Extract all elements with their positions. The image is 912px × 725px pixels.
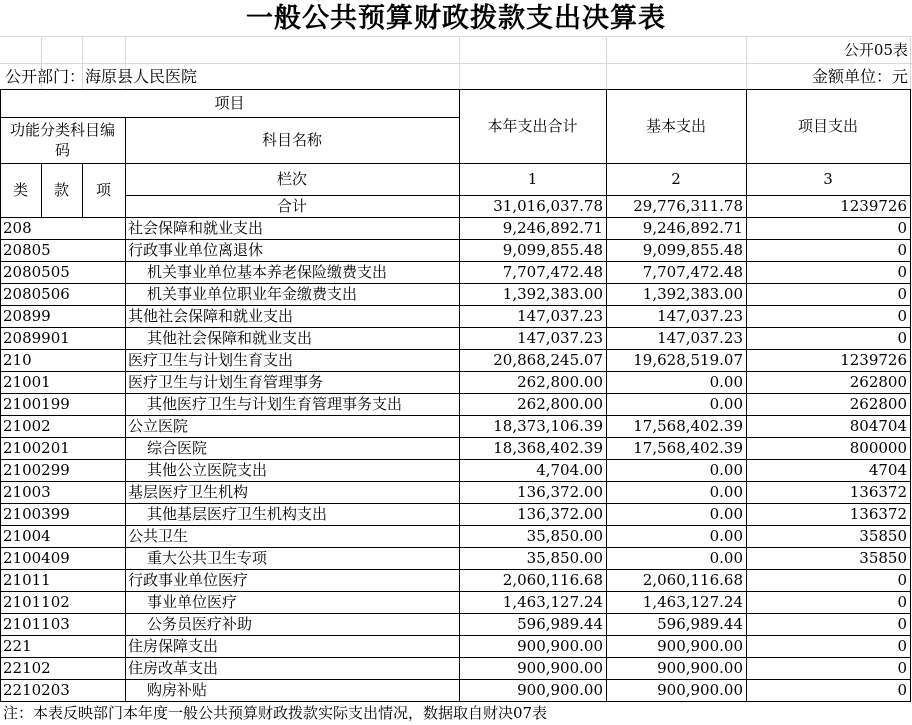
row-basic: 0.00 — [709, 373, 743, 391]
row-total: 596,989.44 — [517, 615, 603, 633]
row-name: 机关事业单位职业年金缴费支出 — [147, 285, 358, 303]
row-basic: 1,392,383.00 — [642, 285, 743, 303]
totals-total: 31,016,037.78 — [493, 196, 603, 215]
row-project: 0 — [897, 659, 907, 677]
row-project: 0 — [897, 263, 907, 281]
row-total: 18,373,106.39 — [493, 417, 603, 435]
row-code: 2210203 — [3, 681, 70, 699]
row-basic: 9,246,892.71 — [642, 219, 743, 237]
row-project: 136372 — [849, 483, 907, 501]
row-total: 9,246,892.71 — [502, 219, 603, 237]
row-total: 9,099,855.48 — [502, 241, 603, 259]
row-total: 35,850.00 — [526, 527, 603, 545]
row-name: 事业单位医疗 — [147, 593, 238, 611]
row-code: 221 — [3, 637, 32, 655]
header-subject-name: 科目名称 — [261, 130, 322, 149]
row-code: 2100299 — [3, 461, 70, 479]
row-name: 其他社会保障和就业支出 — [147, 329, 313, 347]
row-total: 136,372.00 — [517, 505, 603, 523]
row-total: 18,368,402.39 — [493, 439, 603, 457]
header-total: 本年支出合计 — [487, 117, 578, 135]
row-project: 0 — [897, 241, 907, 259]
row-name: 公立医院 — [128, 417, 189, 435]
row-code: 20899 — [3, 307, 51, 325]
unit-label: 金额单位：元 — [811, 66, 908, 86]
header-project: 项目 — [214, 94, 245, 112]
row-project: 0 — [897, 593, 907, 611]
row-basic: 147,037.23 — [657, 307, 743, 325]
row-project: 0 — [897, 285, 907, 303]
row-basic: 17,568,402.39 — [633, 439, 743, 457]
department-label: 公开部门：海原县人民医院 — [5, 66, 198, 86]
row-total: 900,900.00 — [517, 659, 603, 677]
row-basic: 900,900.00 — [657, 637, 743, 655]
row-code: 2080505 — [3, 263, 70, 281]
header-xiang: 项 — [95, 180, 111, 199]
row-project: 804704 — [849, 417, 907, 435]
row-code: 210 — [3, 351, 32, 369]
row-total: 1,392,383.00 — [502, 285, 603, 303]
row-basic: 7,707,472.48 — [642, 263, 743, 281]
column-index-2: 2 — [671, 169, 681, 188]
totals-basic: 29,776,311.78 — [633, 196, 743, 215]
row-project: 0 — [897, 329, 907, 347]
row-total: 147,037.23 — [517, 329, 603, 347]
row-code: 21001 — [3, 373, 51, 391]
row-basic: 19,628,519.07 — [633, 351, 743, 369]
row-total: 136,372.00 — [517, 483, 603, 501]
row-project: 0 — [897, 307, 907, 325]
row-project: 800000 — [849, 439, 907, 457]
row-name: 医疗卫生与计划生育支出 — [128, 351, 294, 369]
row-code: 2089901 — [3, 329, 70, 347]
footnote: 注：本表反映部门本年度一般公共预算财政拨款实际支出情况，数据取自财决07表 — [3, 704, 548, 722]
row-name: 公共卫生 — [128, 527, 189, 545]
header-kuan: 款 — [53, 180, 69, 199]
row-basic: 9,099,855.48 — [642, 241, 743, 259]
header-lanci: 栏次 — [276, 169, 307, 188]
header-func-code: 功能分类科目编码 — [9, 121, 115, 159]
row-basic: 0.00 — [709, 483, 743, 501]
totals-label: 合计 — [276, 196, 307, 215]
row-basic: 0.00 — [709, 461, 743, 479]
row-project: 136372 — [849, 505, 907, 523]
row-project: 0 — [897, 681, 907, 699]
row-basic: 596,989.44 — [657, 615, 743, 633]
row-name: 机关事业单位基本养老保险缴费支出 — [147, 263, 388, 281]
row-basic: 0.00 — [709, 395, 743, 413]
row-basic: 0.00 — [709, 527, 743, 545]
row-code: 2100409 — [3, 549, 70, 567]
totals-project: 1239726 — [840, 196, 907, 215]
row-name: 住房保障支出 — [128, 637, 219, 655]
row-total: 900,900.00 — [517, 681, 603, 699]
row-basic: 900,900.00 — [657, 659, 743, 677]
row-basic: 2,060,116.68 — [642, 571, 743, 589]
row-project: 0 — [897, 615, 907, 633]
row-name: 重大公共卫生专项 — [147, 549, 268, 567]
row-total: 1,463,127.24 — [502, 593, 603, 611]
row-project: 262800 — [849, 395, 907, 413]
row-basic: 900,900.00 — [657, 681, 743, 699]
row-basic: 0.00 — [709, 505, 743, 523]
row-code: 21011 — [3, 571, 51, 589]
header-lei: 类 — [12, 180, 28, 199]
row-project: 262800 — [849, 373, 907, 391]
column-index-3: 3 — [823, 169, 833, 188]
row-name: 综合医院 — [147, 439, 208, 457]
row-total: 7,707,472.48 — [502, 263, 603, 281]
row-code: 2100399 — [3, 505, 70, 523]
row-name: 其他社会保障和就业支出 — [128, 307, 294, 325]
row-project: 1239726 — [840, 351, 907, 369]
row-total: 35,850.00 — [526, 549, 603, 567]
row-code: 20805 — [3, 241, 51, 259]
row-name: 行政事业单位医疗 — [128, 571, 249, 589]
row-code: 21003 — [3, 483, 51, 501]
row-name: 住房改革支出 — [128, 659, 219, 677]
row-code: 2100199 — [3, 395, 70, 413]
row-name: 其他医疗卫生与计划生育管理事务支出 — [147, 395, 403, 413]
row-total: 20,868,245.07 — [493, 351, 603, 369]
row-name: 基层医疗卫生机构 — [128, 483, 249, 501]
row-project: 4704 — [868, 461, 907, 479]
row-project: 0 — [897, 637, 907, 655]
row-total: 900,900.00 — [517, 637, 603, 655]
row-name: 医疗卫生与计划生育管理事务 — [128, 373, 324, 391]
row-basic: 147,037.23 — [657, 329, 743, 347]
row-project: 0 — [897, 219, 907, 237]
row-code: 2101102 — [3, 593, 70, 611]
row-total: 2,060,116.68 — [502, 571, 603, 589]
row-code: 22102 — [3, 659, 51, 677]
row-total: 4,704.00 — [536, 461, 603, 479]
row-code: 21004 — [3, 527, 51, 545]
row-name: 公务员医疗补助 — [147, 615, 253, 633]
column-index-1: 1 — [527, 169, 538, 188]
row-project: 35850 — [859, 527, 907, 545]
row-total: 262,800.00 — [517, 395, 603, 413]
row-code: 2080506 — [3, 285, 70, 303]
row-name: 其他基层医疗卫生机构支出 — [147, 505, 328, 523]
row-name: 购房补贴 — [147, 681, 208, 699]
row-name: 社会保障和就业支出 — [128, 219, 264, 237]
row-name: 其他公立医院支出 — [147, 461, 268, 479]
row-project: 35850 — [859, 549, 907, 567]
row-total: 262,800.00 — [517, 373, 603, 391]
header-basic: 基本支出 — [645, 117, 706, 135]
row-project: 0 — [897, 571, 907, 589]
row-basic: 1,463,127.24 — [642, 593, 743, 611]
row-code: 208 — [3, 219, 32, 237]
form-code: 公开05表 — [843, 40, 908, 59]
row-code: 21002 — [3, 417, 51, 435]
row-basic: 17,568,402.39 — [633, 417, 743, 435]
header-project-expense: 项目支出 — [797, 117, 858, 135]
row-basic: 0.00 — [709, 549, 743, 567]
row-code: 2101103 — [3, 615, 70, 633]
page-title: 一般公共预算财政拨款支出决算表 — [246, 2, 666, 34]
row-code: 2100201 — [3, 439, 70, 457]
row-name: 行政事业单位离退休 — [128, 241, 264, 259]
row-total: 147,037.23 — [517, 307, 603, 325]
